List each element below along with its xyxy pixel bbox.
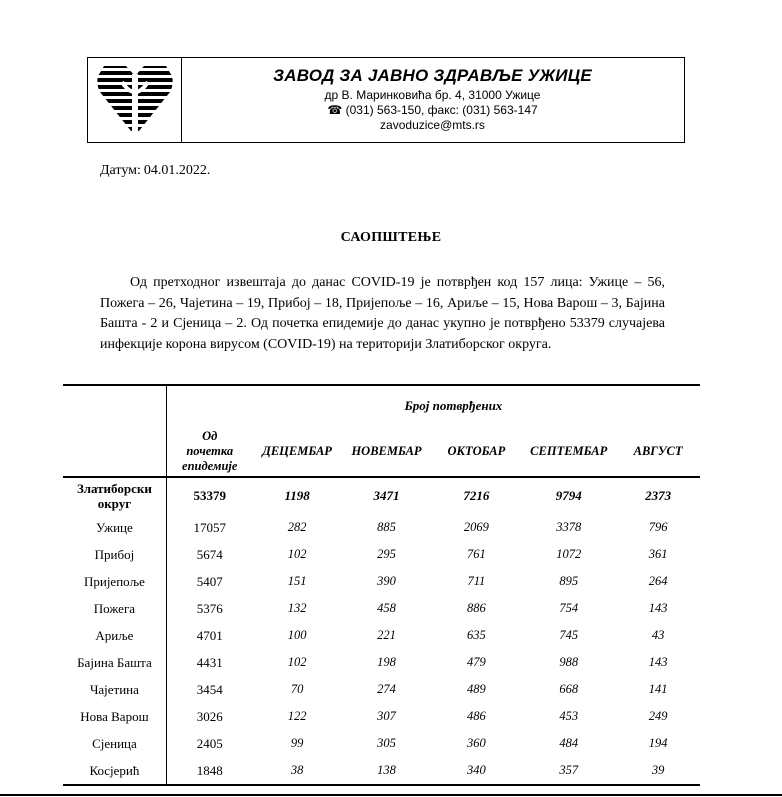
total-cell: 4431 (196, 654, 223, 670)
group-header: Број потврђених (166, 385, 700, 426)
month-cell: 886 (466, 601, 486, 615)
announcement-paragraph: Од претходног извештаја до данас COVID-19 је потврђен код 157 лица: Ужице – 56, Пожега – 26, Чајетина – 19, Прибој – 18, Пријепоље – 16, Ариље – 15, Нова Варош – 3, Бајина Башта - 2 и Сјеница – 2. Од почетка епидемије до данас укупно је потврђено 53379 случајева инфекције корона вирусом (COVID-19) на територији Златиборског округа. (100, 275, 665, 352)
organization-address: др В. Маринковића бр. 4, 31000 Ужице (324, 88, 541, 102)
column-header-month: ОКТОБАР (447, 443, 506, 458)
month-cell: 885 (377, 520, 396, 534)
total-cell: 3026 (196, 708, 223, 724)
month-cell: 39 (616, 757, 700, 785)
month-cell: 102 (287, 655, 307, 669)
month-cell: 3378 (556, 520, 582, 534)
month-cell: 99 (290, 736, 304, 750)
date-label: Датум: (100, 163, 141, 178)
month-cell: 38 (253, 757, 342, 785)
month-cell: 453 (559, 709, 579, 723)
total-cell: 4701 (196, 627, 223, 643)
institute-logo-icon (96, 62, 174, 138)
month-cell: 295 (377, 547, 396, 561)
month-cell: 70 (290, 682, 304, 696)
month-cell: 668 (559, 682, 579, 696)
date-value: 04.01.2022. (143, 163, 211, 178)
month-cell: 122 (287, 709, 307, 723)
phone-number: (031) 563-150, факс: (031) 563-147 (345, 103, 538, 117)
organization-info (181, 58, 684, 142)
region-name: Прибој (63, 541, 166, 568)
region-name: Бајина Башта (63, 649, 166, 676)
month-cell: 745 (559, 628, 579, 642)
month-cell: 282 (287, 520, 307, 534)
column-header-month: АВГУСТ (633, 443, 683, 458)
month-cell: 221 (377, 628, 396, 642)
region-name: Пријепоље (63, 568, 166, 595)
table-row (63, 568, 700, 595)
month-cell: 340 (431, 757, 521, 785)
region-name: Чајетина (63, 676, 166, 703)
month-cell: 194 (648, 736, 668, 750)
column-header-month: ДЕЦЕМБАР (262, 443, 332, 458)
table-row (63, 757, 700, 785)
letterhead (87, 57, 685, 143)
month-cell: 484 (559, 736, 579, 750)
month-cell: 2373 (616, 477, 700, 514)
logo (88, 58, 182, 142)
table-row (63, 595, 700, 622)
cases-table (63, 384, 700, 786)
month-cell: 274 (377, 682, 396, 696)
table-row-summary (63, 477, 700, 514)
table-group-header-row (63, 385, 700, 426)
month-cell: 307 (377, 709, 396, 723)
table-row (63, 703, 700, 730)
region-name: Нова Варош (63, 703, 166, 730)
month-cell: 361 (648, 547, 668, 561)
month-cell: 458 (377, 601, 396, 615)
month-cell: 9794 (521, 477, 616, 514)
total-cell: 5376 (196, 600, 223, 616)
organization-email: zavoduzice@mts.rs (380, 118, 485, 132)
month-cell: 390 (377, 574, 396, 588)
month-cell: 198 (377, 655, 396, 669)
total-cell: 53379 (166, 477, 252, 514)
month-cell: 754 (559, 601, 579, 615)
column-header-month: НОВЕМБАР (351, 443, 422, 458)
month-cell: 7216 (431, 477, 521, 514)
region-name: Ариље (63, 622, 166, 649)
region-name: Сјеница (63, 730, 166, 757)
month-cell: 988 (559, 655, 579, 669)
table-row (63, 676, 700, 703)
region-name: Златиборски округ (63, 477, 166, 514)
month-cell: 1072 (556, 547, 582, 561)
month-cell: 895 (559, 574, 579, 588)
organization-name: ЗАВОД ЗА ЈАВНО ЗДРАВЉЕ УЖИЦЕ (273, 66, 592, 85)
region-name: Пожега (63, 595, 166, 622)
page-bottom-rule (0, 794, 782, 796)
month-cell: 360 (466, 736, 486, 750)
month-cell: 635 (466, 628, 486, 642)
month-cell: 796 (648, 520, 668, 534)
table-row (63, 541, 700, 568)
table-row (63, 622, 700, 649)
month-cell: 143 (648, 601, 668, 615)
document-title: САОПШТЕЊЕ (340, 230, 442, 245)
month-cell: 711 (467, 574, 486, 588)
total-cell: 5674 (196, 546, 223, 562)
month-cell: 264 (648, 574, 668, 588)
month-cell: 100 (287, 628, 307, 642)
month-cell: 249 (648, 709, 668, 723)
month-cell: 143 (648, 655, 668, 669)
total-cell: 2405 (196, 735, 223, 751)
total-cell: 3454 (196, 681, 223, 697)
column-header-total: Од почетка епидемије (182, 428, 238, 473)
month-cell: 2069 (463, 520, 489, 534)
month-cell: 486 (466, 709, 486, 723)
phone-icon: ☎ (327, 103, 343, 117)
document-date (100, 163, 210, 179)
organization-phone (181, 103, 684, 117)
month-cell: 132 (287, 601, 307, 615)
month-cell: 151 (287, 574, 307, 588)
month-cell: 305 (377, 736, 396, 750)
table-row (63, 730, 700, 757)
column-header-month: СЕПТЕМБАР (530, 443, 608, 458)
month-cell: 761 (466, 547, 486, 561)
table-row (63, 514, 700, 541)
month-cell: 141 (648, 682, 668, 696)
month-cell: 138 (342, 757, 432, 785)
region-name: Косјерић (63, 757, 166, 785)
month-cell: 489 (466, 682, 486, 696)
month-cell: 102 (287, 547, 307, 561)
total-cell: 5407 (196, 573, 223, 589)
month-cell: 43 (651, 628, 665, 642)
month-cell: 3471 (342, 477, 432, 514)
month-cell: 357 (521, 757, 616, 785)
total-cell: 1848 (166, 757, 252, 785)
region-name: Ужице (63, 514, 166, 541)
month-cell: 479 (466, 655, 486, 669)
table-row (63, 649, 700, 676)
month-cell: 1198 (253, 477, 342, 514)
region-header-cell (63, 385, 166, 477)
total-cell: 17057 (193, 519, 226, 535)
